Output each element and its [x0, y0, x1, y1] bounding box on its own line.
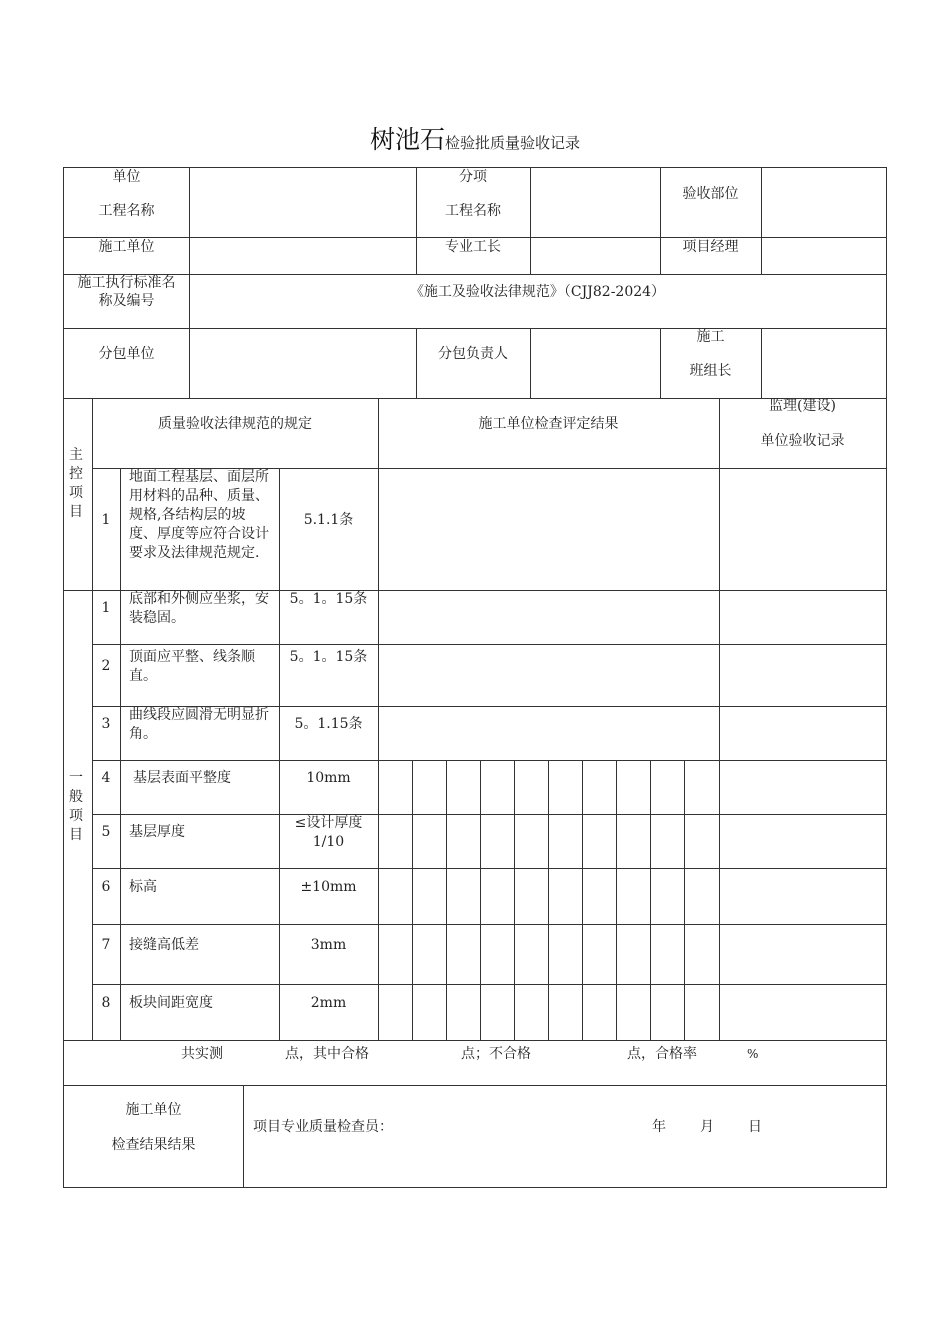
sub-item-label-line1: 分项: [459, 169, 487, 185]
general-item-6-clause: ±10mm: [300, 879, 357, 895]
summary-pass-label: 点，其中合格: [285, 1046, 369, 1062]
date-day-label: 日: [748, 1119, 762, 1135]
subcontractor-label: 分包单位: [98, 346, 155, 362]
sub-item-label-line2: 工程名称: [445, 203, 501, 219]
supervisor-column-header-line2: 单位验收记录: [760, 433, 845, 449]
team-leader-label-line1: 施工: [696, 329, 725, 345]
date-month-label: 月: [700, 1119, 714, 1135]
general-item-2-clause: 5。1。15条: [289, 649, 368, 665]
general-item-3-text: 曲线段应圆滑无明显折角。: [129, 707, 269, 742]
general-item-5-clause: ≤设计厚度1/10: [294, 815, 363, 850]
construction-unit-label: 施工单位: [98, 239, 155, 255]
main-item-1-no: 1: [101, 512, 111, 528]
foreman-label: 专业工长: [445, 239, 501, 255]
general-item-8-clause: 2mm: [310, 995, 347, 1011]
general-item-7-text: 接缝高低差: [129, 937, 199, 953]
standard-label-line1: 施工执行标准名: [77, 275, 176, 291]
general-item-6-no: 6: [101, 879, 111, 895]
summary-fail-label: 点；不合格: [461, 1046, 531, 1062]
footer-label-line1: 施工单位: [125, 1102, 182, 1118]
title-main: 树池石: [369, 125, 445, 154]
standard-label-line2: 称及编号: [98, 293, 155, 309]
main-item-1-text: 地面工程基层、面层所用材料的品种、质量、规格,各结构层的坡度、厚度等应符合设计要求及法律规范规定.: [129, 469, 269, 561]
general-item-1-no: 1: [101, 600, 111, 616]
spec-column-header: 质量验收法律规范的规定: [158, 416, 312, 432]
inspector-label: 项目专业质量检查员：: [253, 1119, 393, 1135]
general-item-2-no: 2: [101, 658, 111, 674]
title-sub: 检验批质量验收记录: [445, 134, 581, 152]
acceptance-part-label: 验收部位: [682, 186, 739, 202]
general-item-1-text: 底部和外侧应坐浆，安装稳固。: [129, 591, 269, 626]
project-manager-label: 项目经理: [682, 239, 739, 255]
unit-label-line1: 单位: [112, 169, 141, 185]
main-item-1-clause: 5.1.1条: [303, 512, 354, 528]
general-item-4-text: 基层表面平整度: [133, 770, 231, 786]
general-item-3-clause: 5。1.15条: [294, 716, 363, 732]
unit-label-line2: 工程名称: [98, 203, 155, 219]
general-item-1-clause: 5。1。15条: [289, 591, 368, 607]
summary-rate-label: 点，合格率: [627, 1046, 697, 1062]
date-year-label: 年: [652, 1119, 666, 1135]
standard-value: 《施工及验收法律规范》（CJJ82-2024）: [409, 284, 666, 300]
contractor-result-column-header: 施工单位检查评定结果: [478, 416, 619, 432]
inspection-form-table: [63, 167, 887, 1188]
summary-percent-sign: %: [747, 1047, 759, 1061]
general-item-5-text: 基层厚度: [129, 824, 185, 840]
summary-total-label: 共实测: [181, 1046, 223, 1062]
general-item-3-no: 3: [101, 716, 111, 732]
general-section-label: 一般项目: [69, 770, 83, 843]
general-item-8-no: 8: [101, 995, 111, 1011]
form-title: [0, 120, 950, 156]
general-item-4-clause: 10mm: [306, 770, 351, 786]
team-leader-label-line2: 班组长: [689, 363, 732, 379]
footer-label-line2: 检查结果结果: [111, 1137, 196, 1153]
main-control-section-label: 主控项目: [69, 447, 83, 520]
general-item-7-no: 7: [101, 937, 111, 953]
general-item-7-clause: 3mm: [310, 937, 347, 953]
general-item-8-text: 板块间距宽度: [129, 995, 213, 1011]
general-item-6-text: 标高: [129, 879, 157, 895]
general-item-5-no: 5: [101, 824, 111, 840]
supervisor-column-header-line1: 监理(建设): [769, 398, 836, 414]
general-item-4-no: 4: [101, 770, 111, 786]
subcontract-lead-label: 分包负责人: [438, 346, 508, 362]
general-item-2-text: 顶面应平整、线条顺直。: [129, 649, 255, 684]
